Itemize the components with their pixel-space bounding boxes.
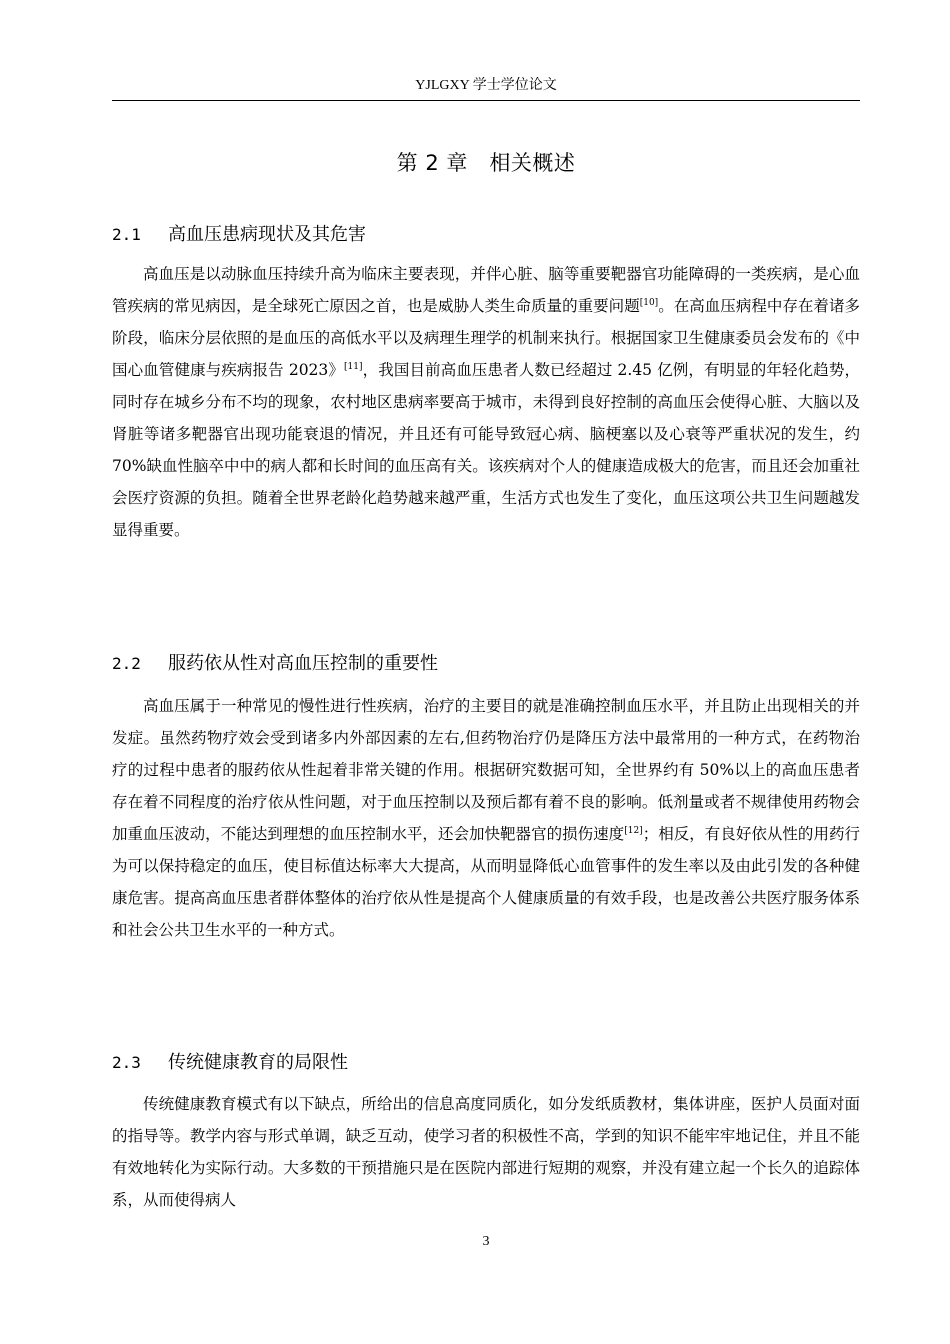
paragraph-text: ；相反，有良好依从性的用药行为可以保持稳定的血压，使目标值达标率大大提高，从而明显降低心血管事件的发生率以及由此引发的各种健康危害。提高高血压患者群体整体的治疗依从性是提高个人健康质量的有效手段，也是改善公共医疗服务体系和社会公共卫生水平的一种方式。 xyxy=(112,825,860,939)
section-heading-2-3 xyxy=(112,1049,860,1077)
paragraph-2-3 xyxy=(112,1088,860,1216)
section-number: 2.2 xyxy=(112,654,141,673)
section-heading-2-2 xyxy=(112,650,860,678)
citation-ref: [10] xyxy=(639,298,659,308)
paragraph-2-2 xyxy=(112,690,860,946)
section-title: 高血压患病现状及其危害 xyxy=(168,224,366,245)
paragraph-text: 传统健康教育模式有以下缺点，所给出的信息高度同质化，如分发纸质教材，集体讲座，医护人员面对面的指导等。教学内容与形式单调，缺乏互动，使学习者的积极性不高，学到的知识不能牢牢地记住，并且不能有效地转化为实际行动。大多数的干预措施只是在医院内部进行短期的观察，并没有建立起一个长久的追踪体系，从而使得病人 xyxy=(112,1095,860,1209)
chapter-title: 第 2 章 相关概述 xyxy=(396,151,576,175)
paragraph-2-1 xyxy=(112,258,860,546)
paragraph-text: ，我国目前高血压患者人数已经超过 2.45 亿例，有明显的年轻化趋势，同时存在城乡分布不均的现象，农村地区患病率要高于城市，未得到良好控制的高血压会使得心脏、大脑以及肾脏等诸多靶器官出现功能衰退的情况，并且还有可能导致冠心病、脑梗塞以及心衰等严重状况的发生，约 70%缺血性脑卒中中的病人都和长时间的血压高有关。该疾病对个人的健康造成极大的危害，而且还会加重社会医疗资源的负担。随着全世界老龄化趋势越来越严重，生活方式也发生了变化，血压这项公共卫生问题越发显得重要。 xyxy=(112,361,860,539)
section-heading-2-1 xyxy=(112,221,860,249)
paragraph-text: 高血压是以动脉血压持续升高为临床主要表现，并伴心脏、脑等重要靶器官功能障碍的一类疾病，是心血管疾病的常见病因，是全球死亡原因之首，也是威胁人类生命质量的重要问题 xyxy=(112,265,860,315)
citation-ref: [12] xyxy=(624,826,643,836)
page-number: 3 xyxy=(482,1234,490,1249)
paragraph-text: 高血压属于一种常见的慢性进行性疾病，治疗的主要目的就是准确控制血压水平，并且防止出现相关的并发症。虽然药物疗效会受到诸多内外部因素的左右,但药物治疗仍是降压方法中最常用的一种方式，在药物治疗的过程中患者的服药依从性起着非常关键的作用。根据研究数据可知，全世界约有 50%以上的高血压患者存在着不同程度的治疗依从性问题，对于血压控制以及预后都有着不良的影响。低剂量或者不规律使用药物会加重血压波动，不能达到理想的血压控制水平，还会加快靶器官的损伤速度 xyxy=(112,697,860,843)
citation-ref: [11] xyxy=(344,362,363,372)
section-title: 传统健康教育的局限性 xyxy=(168,1052,348,1073)
header-rule xyxy=(112,100,860,101)
section-number: 2.1 xyxy=(112,225,141,244)
paragraph-text: 。在高血压病程中存在着诸多阶段，临床分层依照的是血压的高低水平以及病理生理学的机制来执行。根据国家卫生健康委员会发布的《中国心血管健康与疾病报告 2023》 xyxy=(112,297,860,379)
section-title: 服药依从性对高血压控制的重要性 xyxy=(168,653,438,674)
section-number: 2.3 xyxy=(112,1053,141,1072)
running-header: YJLGXY 学士学位论文 xyxy=(415,78,557,93)
